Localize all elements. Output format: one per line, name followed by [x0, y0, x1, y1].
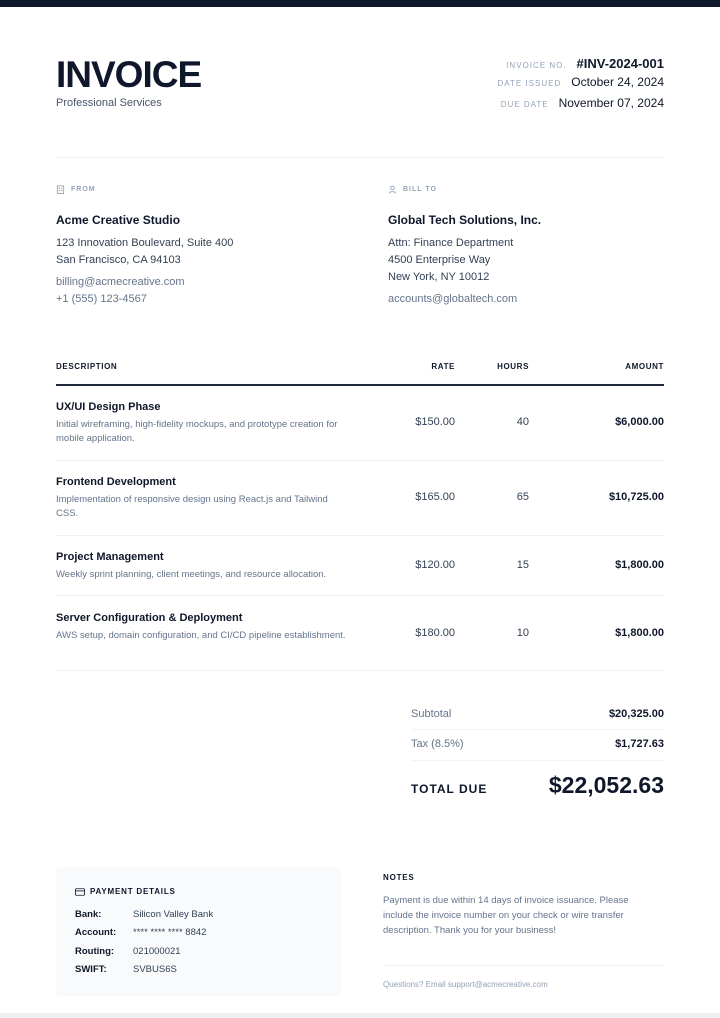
invoice-number: #INV-2024-001: [576, 56, 664, 71]
routing-value: 021000021: [133, 946, 181, 957]
from-email[interactable]: billing@acmecreative.com: [56, 276, 185, 288]
user-icon: [388, 185, 397, 194]
from-section: [56, 185, 336, 308]
routing-label: Routing:: [75, 946, 115, 957]
bottom-bar: [0, 1013, 720, 1018]
tax-value: $1,727.63: [615, 738, 664, 750]
item-description: Implementation of responsive design using React.js and Tailwind CSS.: [56, 494, 328, 519]
item-name: Server Configuration & Deployment: [56, 612, 243, 624]
item-name: UX/UI Design Phase: [56, 401, 161, 413]
top-accent-bar: [0, 0, 720, 7]
invoice-number-row: [506, 56, 664, 71]
payment-routing-row: [75, 946, 181, 957]
item-name: Frontend Development: [56, 476, 176, 488]
tax-label: Tax (8.5%): [411, 738, 464, 750]
subtotal-divider: [411, 729, 664, 730]
bank-label: Bank:: [75, 909, 102, 920]
account-label: Account:: [75, 927, 117, 938]
from-address-line1: 123 Innovation Boulevard, Suite 400: [56, 237, 234, 249]
payment-swift-row: [75, 964, 177, 975]
due-date-label: DUE DATE: [500, 100, 549, 109]
swift-value: SVBUS6S: [133, 964, 177, 975]
payment-details-card: [56, 867, 341, 996]
date-issued-label: DATE ISSUED: [497, 79, 562, 88]
notes-title: NOTES: [383, 873, 415, 882]
date-issued: October 24, 2024: [571, 75, 664, 89]
item-description: Weekly sprint planning, client meetings, and resource allocation.: [56, 569, 327, 580]
invoice-subtitle: Professional Services: [56, 97, 162, 109]
payment-details-title: PAYMENT DETAILS: [90, 887, 176, 896]
bank-value: Silicon Valley Bank: [133, 909, 214, 920]
item-hours: 15: [516, 559, 529, 571]
invoice-number-label: INVOICE NO.: [506, 61, 567, 70]
item-amount: $1,800.00: [615, 627, 664, 639]
tax-divider: [411, 760, 664, 761]
table-row: [56, 596, 664, 671]
bill-to-attn: Attn: Finance Department: [388, 237, 514, 249]
payment-account-row: [75, 927, 206, 938]
item-rate: $150.00: [415, 416, 455, 428]
swift-label: SWIFT:: [75, 964, 107, 975]
item-amount: $6,000.00: [615, 416, 664, 428]
item-amount: $1,800.00: [615, 559, 664, 571]
item-hours: 10: [516, 627, 529, 639]
notes-text: Payment is due within 14 days of invoice issuance. Please include the invoice number on your check or wire transfer description. Thank you for your business!: [383, 895, 629, 936]
support-contact[interactable]: Questions? Email support@acmecreative.com: [383, 980, 548, 989]
account-value: **** **** **** 8842: [133, 927, 207, 938]
item-rate: $180.00: [415, 627, 455, 639]
due-date: November 07, 2024: [558, 96, 664, 110]
payment-details-header: [75, 887, 176, 896]
bill-to-address-line2: New York, NY 10012: [388, 271, 490, 283]
item-hours: 65: [516, 491, 529, 503]
total-due-value: $22,052.63: [548, 772, 664, 798]
from-phone[interactable]: +1 (555) 123-4567: [56, 293, 147, 305]
header-divider: [56, 157, 664, 158]
invoice-title: INVOICE: [56, 54, 202, 95]
bill-to-label-row: [388, 185, 668, 194]
column-header-rate: RATE: [431, 362, 455, 371]
item-hours: 40: [516, 416, 529, 428]
building-icon: [56, 185, 65, 194]
column-header-description: DESCRIPTION: [56, 362, 118, 371]
date-issued-row: [498, 75, 664, 89]
item-rate: $165.00: [415, 491, 455, 503]
bill-to-email[interactable]: accounts@globaltech.com: [388, 293, 518, 305]
table-row: [56, 386, 664, 461]
bill-to-name: Global Tech Solutions, Inc.: [388, 213, 542, 227]
notes-divider: [383, 965, 664, 966]
column-header-amount: AMOUNT: [625, 362, 664, 371]
item-amount: $10,725.00: [608, 491, 664, 503]
table-row: [56, 461, 664, 536]
bill-to-section: [388, 185, 668, 308]
credit-card-icon: [75, 888, 85, 896]
payment-bank-row: [75, 909, 213, 920]
item-name: Project Management: [56, 551, 164, 563]
table-row: [56, 536, 664, 596]
from-name: Acme Creative Studio: [56, 213, 181, 227]
from-label-row: [56, 185, 336, 194]
item-rate: $120.00: [415, 559, 455, 571]
total-due-label: TOTAL DUE: [411, 782, 488, 796]
column-header-hours: HOURS: [497, 362, 529, 371]
from-label: FROM: [71, 186, 96, 193]
bill-to-address-line1: 4500 Enterprise Way: [388, 254, 491, 266]
bill-to-label: BILL TO: [403, 186, 437, 193]
item-description: Initial wireframing, high-fidelity mockups, and prototype creation for mobile application.: [56, 419, 338, 444]
from-address-line2: San Francisco, CA 94103: [56, 254, 181, 266]
item-description: AWS setup, domain configuration, and CI/CD pipeline establishment.: [56, 630, 346, 641]
subtotal-value: $20,325.00: [608, 708, 664, 720]
subtotal-label: Subtotal: [411, 708, 452, 720]
due-date-row: [501, 96, 664, 110]
